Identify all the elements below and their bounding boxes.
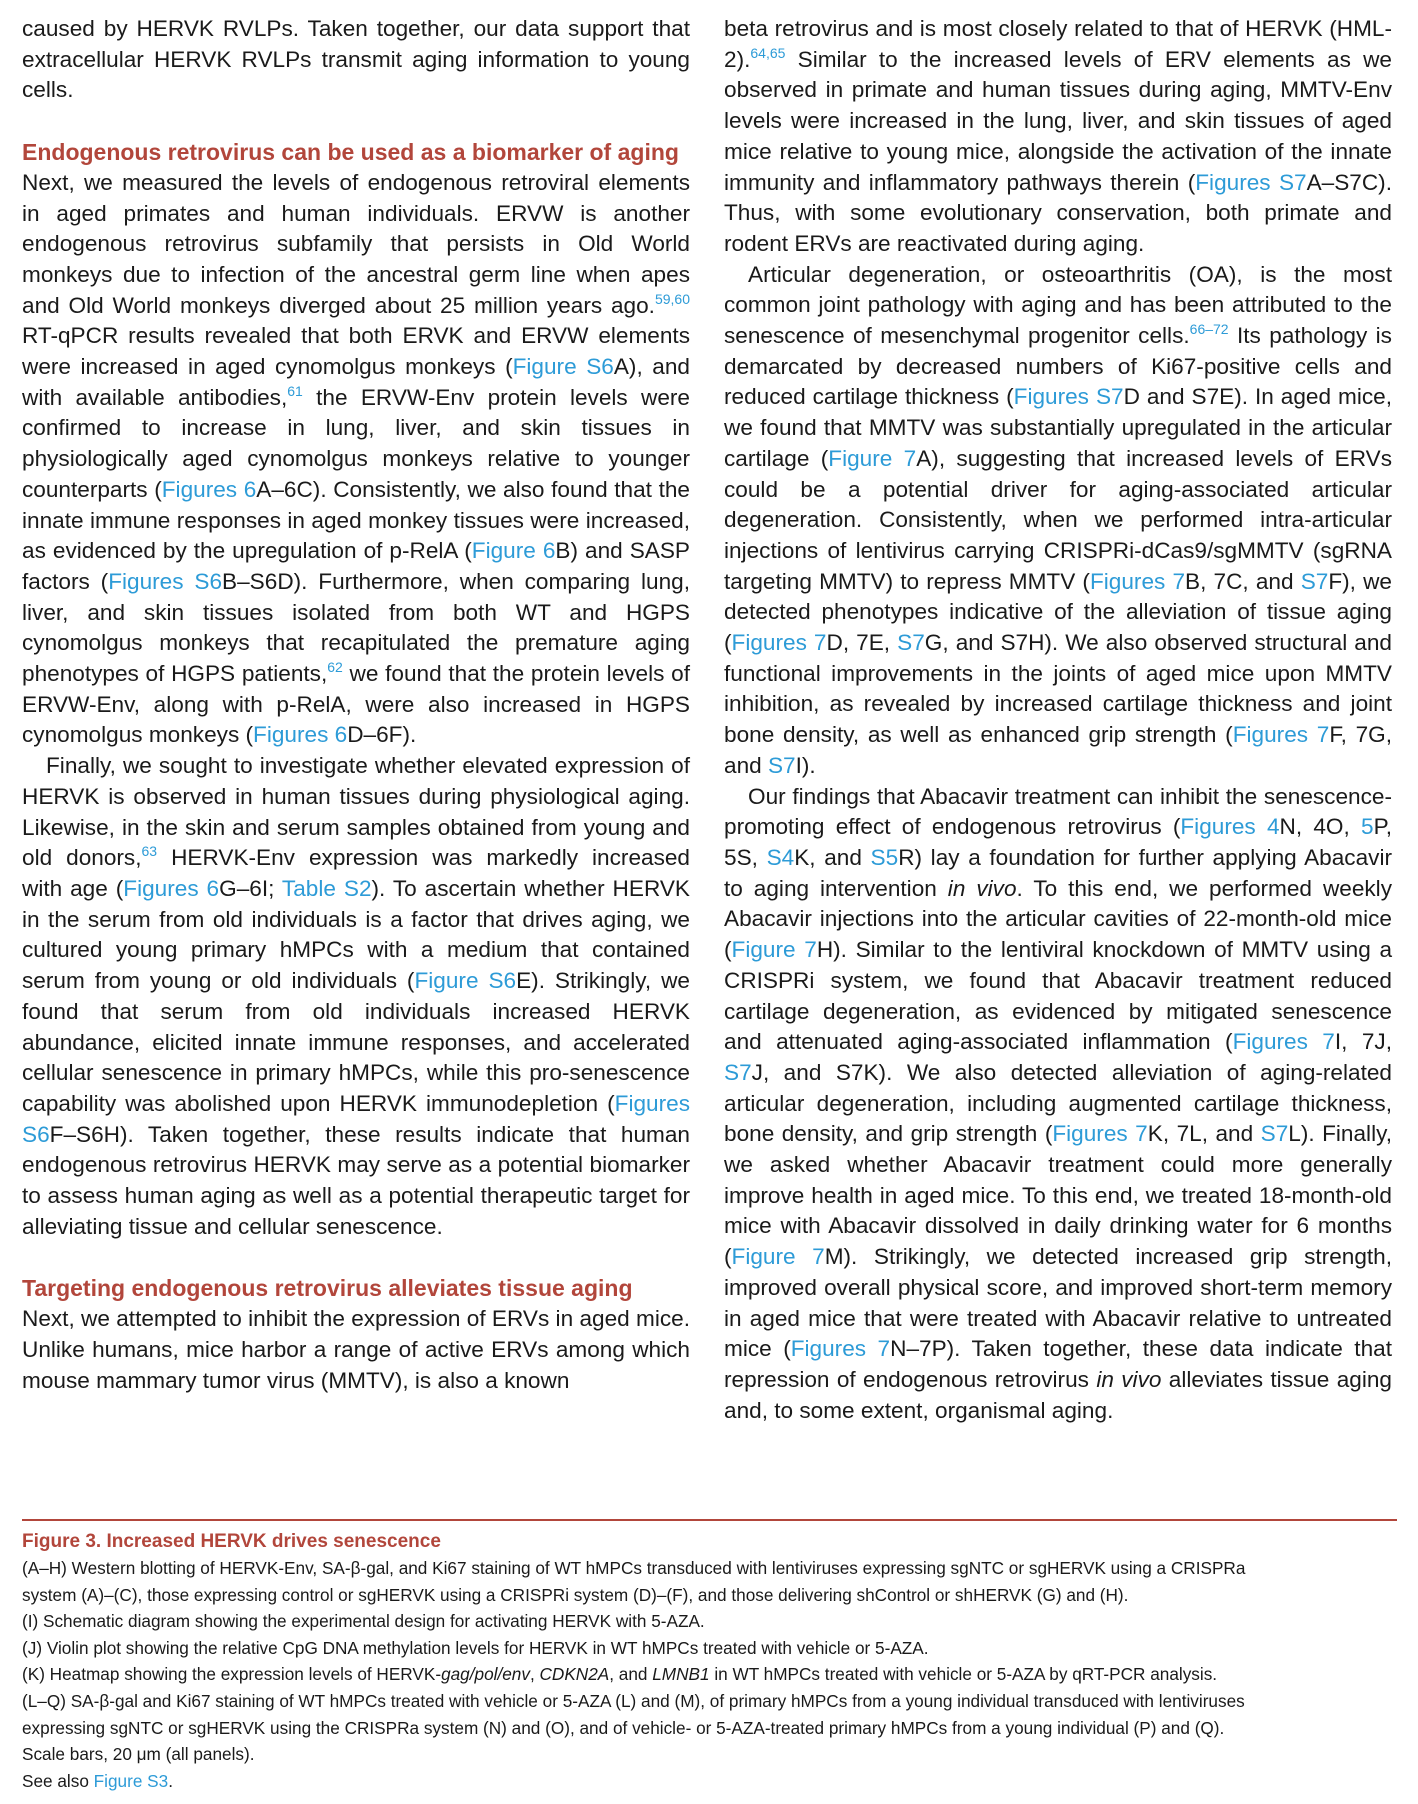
paragraph-continued: caused by HERVK RVLPs. Taken together, our data support that extracellular HERVK RVLPs transmit aging information to young cells. <box>22 16 690 103</box>
text: Articular degeneration, or osteoarthritis (OA), is the most common joint pathology with aging and has been attributed to the senescence of mesenchymal progenitor cells. <box>724 261 1392 349</box>
text: Finally, we sought to investigate whether elevated expression of HERVK is observed in human tissues during physiological aging. Likewise, in the skin and serum samples obtained from young and old donors, <box>22 753 690 871</box>
italic-text: in vivo <box>947 875 1017 901</box>
paragraph-primate-ervs <box>22 168 690 751</box>
caption-line: Scale bars, 20 μm (all panels). <box>22 1744 255 1765</box>
italic-text: in vivo <box>1096 1366 1162 1392</box>
figure-link[interactable]: Figures S6 <box>108 568 223 594</box>
citation[interactable]: 61 <box>287 382 303 399</box>
figure-link[interactable]: Figure 7 <box>828 445 917 471</box>
text: M). Strikingly, we detected increased grip strength, improved overall physical score, and improved short-term memory in aged mice that were treated with Abacavir relative to untreated mice ( <box>724 1244 1393 1362</box>
citation[interactable]: 59,60 <box>654 290 690 307</box>
text: A–S7C). Thus, with some evolutionary conservation, both primate and rodent ERVs are reactivated during aging. <box>724 169 1392 256</box>
text: the ERVW-Env protein levels were confirmed to increase in lung, liver, and skin tissues in physiologically aged cynomolgus monkeys relative to younger counterparts ( <box>22 384 691 502</box>
text: alleviates tissue aging and, to some extent, organismal aging. <box>724 1366 1392 1423</box>
figure-link[interactable]: S4 <box>766 844 795 870</box>
text: RT-qPCR results revealed that both ERVK and ERVW elements were increased in aged cynomolgus monkeys ( <box>22 323 690 380</box>
caption-line: (J) Violin plot showing the relative CpG DNA methylation levels for HERVK in WT hMPCs treated with vehicle or 5-AZA. <box>22 1637 929 1658</box>
text: E). Strikingly, we found that serum from old individuals increased HERVK abundance, elicited innate immune responses, and accelerated cellular senescence in primary hMPCs, while this pro-senescence capability was abolished upon HERVK immunodepletion ( <box>22 968 690 1116</box>
figure-link[interactable]: Figures 7 <box>731 630 827 656</box>
caption-line <box>22 1661 1397 1688</box>
figure-link[interactable]: Figures 7 <box>1052 1121 1148 1147</box>
text: in WT hMPCs treated with vehicle or 5-AZA by qRT-PCR analysis. <box>709 1664 1218 1685</box>
text: F–S6H). Taken together, these results indicate that human endogenous retrovirus HERVK may serve as a potential biomarker to assess human aging as well as a potential therapeutic target for alleviating tissue and cellular senescence. <box>22 1121 690 1239</box>
text: D and S7E). In aged mice, we found that MMTV was substantially upregulated in the articular cartilage ( <box>724 384 1392 471</box>
figure-link[interactable]: S7 <box>897 630 925 656</box>
text: Our findings that Abacavir treatment can inhibit the senescence-promoting effect of endogenous retrovirus ( <box>724 783 1392 840</box>
figure-link[interactable]: S7 <box>1300 568 1329 594</box>
text: we found that the protein levels of ERVW-Env, along with p-RelA, were also increased in HGPS cynomolgus monkeys ( <box>22 661 690 748</box>
figure-link[interactable]: Figures 7 <box>790 1336 891 1362</box>
figure-link[interactable]: S7 <box>767 752 796 778</box>
text: B–S6D). Furthermore, when comparing lung, liver, and skin tissues isolated from both WT and HGPS cynomolgus monkeys that recapitulated the premature aging phenotypes of HGPS patients, <box>22 568 690 687</box>
text: . <box>168 1770 173 1791</box>
citation[interactable]: 63 <box>141 843 158 860</box>
italic-text: gag/pol/env <box>441 1664 530 1685</box>
citation[interactable]: 62 <box>327 659 343 676</box>
figure-link[interactable]: Figure S6 <box>414 968 517 994</box>
italic-text: CDKN2A <box>539 1664 610 1685</box>
figure-link[interactable]: Figure 7 <box>731 1244 825 1270</box>
figure-link[interactable]: Figures 7 <box>1089 568 1186 594</box>
text: . To this end, we performed weekly Abacavir injections into the articular cavities of 22-month-old mice ( <box>724 875 1393 963</box>
figure-link[interactable]: Figures 4 <box>1180 814 1280 840</box>
figure-link[interactable]: Figures 7 <box>1232 1029 1335 1055</box>
figure-link[interactable]: Figures 7 <box>1232 722 1330 748</box>
figure-link[interactable]: Figure S3 <box>93 1770 169 1791</box>
text: B, 7C, and <box>1185 568 1301 594</box>
figure-link[interactable]: Figures S6 <box>22 1090 690 1147</box>
text: F), we detected phenotypes indicative of the alleviation of tissue aging ( <box>724 568 1392 656</box>
text: D, 7E, <box>826 630 898 656</box>
text: K, and <box>794 844 871 870</box>
text: Its pathology is demarcated by decreased numbers of Ki67-positive cells and reduced cartilage thickness ( <box>724 323 1392 410</box>
paragraph-human-hervk <box>22 751 690 1242</box>
citation[interactable]: 64,65 <box>750 44 786 61</box>
text: G, and S7H). We also observed structural and functional improvements in the joints of aged mice upon MMTV inhibition, as revealed by increased cartilage thickness and joint bone density, as well as enhanced grip strength ( <box>724 630 1392 748</box>
figure-link[interactable]: Figures 6 <box>123 875 220 901</box>
figure-link[interactable]: Figures S7 <box>1195 169 1307 195</box>
figure-link[interactable]: Figure 7 <box>731 937 817 963</box>
text: A), suggesting that increased levels of ERVs could be a potential driver for aging-associated articular degeneration. Consistently, when we performed intra-articular injections of lentivirus carrying CRISPRi-dCas9/sgMMTV (sgRNA targeting MMTV) to repress MMTV ( <box>724 445 1393 594</box>
caption-line: expressing sgNTC or sgHERVK using the CRISPRa system (N) and (O), and of vehicle- or 5-AZA-treated primary hMPCs from a young individual (P) and (Q). <box>22 1717 1225 1738</box>
text: N–7P). Taken together, these data indicate that repression of endogenous retrovirus <box>724 1336 1392 1392</box>
text: A–6C). Consistently, we also found that the innate immune responses in aged monkey tissues were increased, as evidenced by the upregulation of p-RelA ( <box>22 476 690 564</box>
text: beta retrovirus and is most closely related to that of HERVK (HML-2). <box>724 16 1392 72</box>
text: H). Similar to the lentiviral knockdown of MMTV using a CRISPRi system, we found that Abacavir treatment reduced cartilage degeneration, as evidenced by mitigated senescence and attenuated aging-associated inflammation ( <box>724 937 1393 1055</box>
caption-line: (A–H) Western blotting of HERVK-Env, SA-β-gal, and Ki67 staining of WT hMPCs transduced with lentiviruses expressing sgNTC or sgHERVK using a CRISPRa <box>22 1558 1246 1578</box>
paragraph-abacavir <box>724 782 1392 1427</box>
figure-link[interactable]: S7 <box>1260 1121 1289 1147</box>
text: L). Finally, we asked whether Abacavir treatment could more generally improve health in aged mice. To this end, we treated 18-month-old mice with Abacavir dissolved in daily drinking water for 6 months ( <box>724 1121 1392 1270</box>
paragraph-osteoarthritis <box>724 260 1392 782</box>
text: Similar to the increased levels of ERV elements as we observed in primate and human tissues during aging, MMTV-Env levels were increased in the lung, liver, and skin tissues of aged mice relative to young mice, alongside the activation of the innate immunity and inflammatory pathways therein ( <box>724 46 1392 195</box>
italic-text: LMNB1 <box>652 1664 710 1685</box>
text: (K) Heatmap showing the expression levels of HERVK- <box>22 1664 442 1685</box>
section-heading-biomarker: Endogenous retrovirus can be used as a biomarker of aging <box>22 139 679 166</box>
figure-link[interactable]: Figure 6 <box>471 538 556 564</box>
figure-link[interactable]: S5 <box>870 844 899 870</box>
text: D–6F). <box>347 722 417 748</box>
text: P, 5S, <box>724 814 1392 870</box>
paragraph-mmtv <box>724 14 1392 260</box>
text: , <box>529 1664 540 1685</box>
figure-link[interactable]: Figure S6 <box>512 354 614 380</box>
caption-line: (I) Schematic diagram showing the experimental design for activating HERVK with 5-AZA. <box>22 1611 705 1632</box>
figure-link[interactable]: Figures 6 <box>253 722 348 748</box>
figure-link[interactable]: Figures 6 <box>161 476 257 502</box>
text: , and <box>609 1664 653 1685</box>
text: N, 4O, <box>1279 814 1361 840</box>
text: A), and with available antibodies, <box>22 354 690 410</box>
section-heading-targeting: Targeting endogenous retrovirus alleviates tissue aging <box>22 1275 633 1302</box>
text: I). <box>795 752 816 778</box>
text: HERVK-Env expression was markedly increased with age ( <box>22 845 690 901</box>
text: G–6I; <box>219 875 282 901</box>
text: B) and SASP factors ( <box>22 538 690 594</box>
left-column <box>22 14 690 1396</box>
figure-link[interactable]: 5 <box>1360 814 1374 840</box>
text: ). To ascertain whether HERVK in the serum from old individuals is a factor that drives aging, we cultured young primary hMPCs with a medium that contained serum from young or old individuals ( <box>22 875 690 994</box>
text: J, and S7K). We also detected alleviation of aging-related articular degeneration, including augmented cartilage thickness, bone density, and grip strength ( <box>724 1059 1392 1147</box>
caption-line: (L–Q) SA-β-gal and Ki67 staining of WT hMPCs treated with vehicle or 5-AZA (L) and (M), of primary hMPCs from a young individual transduced with lentiviruses <box>22 1690 1245 1711</box>
text: See also <box>22 1770 94 1791</box>
text: F, 7G, and <box>724 722 1392 778</box>
caption-line: system (A)–(C), those expressing control or sgHERVK using a CRISPRi system (D)–(F), and those delivering shControl or shHERVK (G) and (H). <box>22 1584 1129 1605</box>
figure-link[interactable]: Figures S7 <box>1013 384 1124 410</box>
table-link[interactable]: Table S2 <box>281 875 372 901</box>
citation[interactable]: 66–72 <box>1189 321 1229 338</box>
text: I, 7J, <box>1334 1029 1392 1055</box>
text: K, 7L, and <box>1147 1121 1261 1147</box>
figure-link[interactable]: S7 <box>724 1059 752 1085</box>
text: R) lay a foundation for further applying Abacavir to aging intervention <box>724 844 1392 901</box>
text: Next, we measured the levels of endogenous retroviral elements in aged primates and human individuals. ERVW is another endogenous retrovirus subfamily that persists in Old World monkeys due to infection of the ancestral germ line when apes and Old World monkeys diverged about 25 million years ago. <box>22 169 690 318</box>
caption-title: Figure 3. Increased HERVK drives senescence <box>22 1531 441 1552</box>
figure-caption <box>22 1519 1397 1794</box>
right-column <box>724 14 1392 1426</box>
paragraph-mice-ervs: Next, we attempted to inhibit the expression of ERVs in aged mice. Unlike humans, mice harbor a range of active ERVs among which mouse mammary tumor virus (MMTV), is also a known <box>22 1306 690 1393</box>
caption-line <box>22 1768 1397 1795</box>
